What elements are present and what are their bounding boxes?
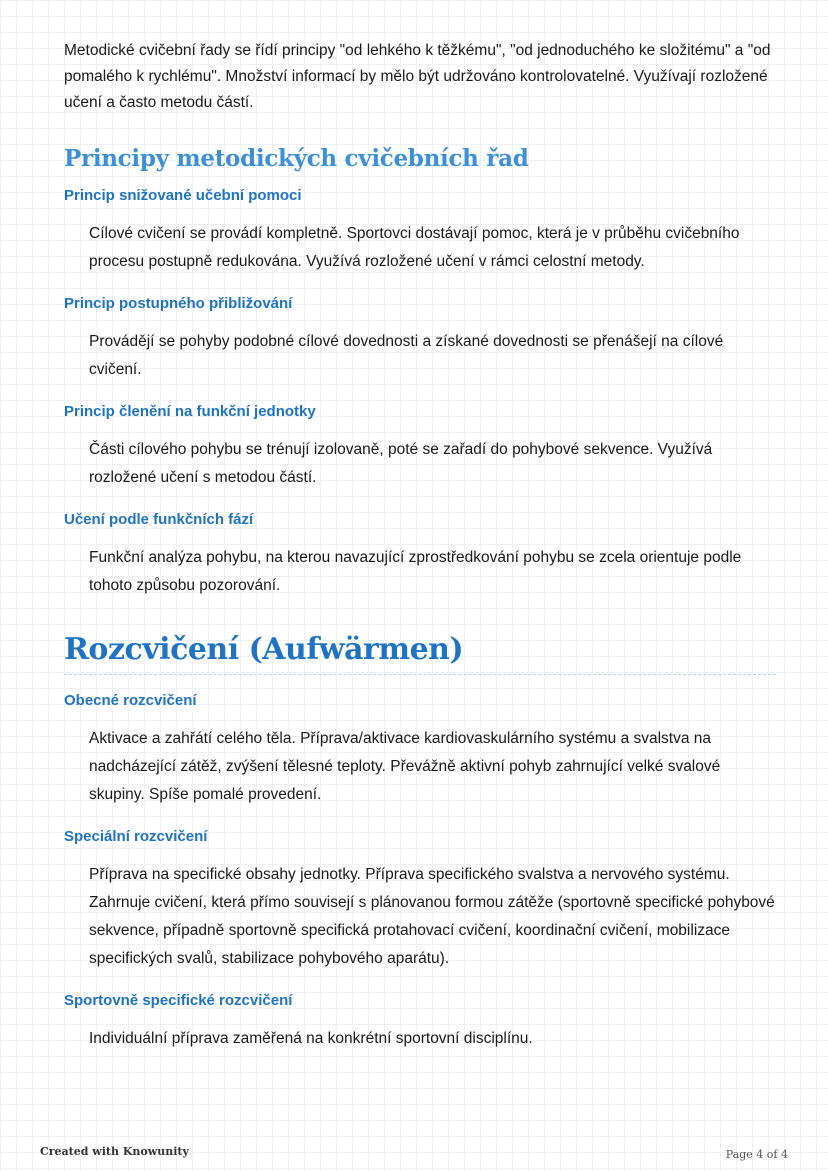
document-page [64, 38, 776, 1053]
principle-text: Cílové cvičení se provádí kompletně. Sportovci dostávají pomoc, která je v průběhu cvičebního procesu postupně redukována. Využívá rozložené učení v rámci celostní metody. [89, 225, 740, 270]
principle-title: Princip postupného přibližování [64, 295, 293, 312]
principle-section [64, 294, 776, 384]
footer-credit: Created with Knowunity [40, 1145, 189, 1158]
principle-section [64, 186, 776, 276]
principle-text: Provádějí se pohyby podobné cílové dovednosti a získané dovednosti se přenášejí na cílové cvičení. [89, 333, 724, 378]
warmup-section [64, 991, 776, 1053]
principles-heading: Principy metodických cvičebních řad [64, 145, 529, 172]
principle-title: Princip snižované učební pomoci [64, 187, 302, 204]
warmup-section [64, 691, 776, 809]
principle-section [64, 402, 776, 492]
warmup-title: Obecné rozcvičení [64, 692, 197, 709]
warmup-section [64, 827, 776, 973]
principle-title: Princip členění na funkční jednotky [64, 403, 316, 420]
warmup-title: Sportovně specifické rozcvičení [64, 992, 293, 1009]
principle-section [64, 510, 776, 600]
warmup-title: Speciální rozcvičení [64, 828, 208, 845]
warmup-heading: Rozcvičení (Aufwärmen) [64, 630, 776, 675]
principle-text: Funkční analýza pohybu, na kterou navazující zprostředkování pohybu se zcela orientuje podle tohoto způsobu pozorování. [89, 549, 742, 594]
intro-paragraph: Metodické cvičební řady se řídí principy "od lehkého k těžkému", "od jednoduchého ke složitému" a "od pomalého k rychlému". Množství informací by mělo být udržováno kontrolovatelné. Využívají rozložené učení a často metodu částí. [64, 42, 771, 111]
warmup-text: Individuální příprava zaměřená na konkrétní sportovní disciplínu. [89, 1030, 533, 1047]
warmup-text: Aktivace a zahřátí celého těla. Příprava/aktivace kardiovaskulárního systému a svalstva na nadcházející zátěž, zvýšení tělesné teploty. Převážně aktivní pohyb zahrnující velké svalové skupiny. Spíše pomalé provedení. [89, 730, 721, 803]
warmup-text: Příprava na specifické obsahy jednotky. Příprava specifického svalstva a nervového systému. Zahrnuje cvičení, která přímo souvisejí s plánovanou formou zátěže (sportovně specifické pohybové sekvence, případně sportovně specifická protahovací cvičení, koordinační cvičení, mobilizace specifických svalů, stabilizace pohybového aparátu). [89, 866, 775, 967]
page-number: Page 4 of 4 [725, 1148, 788, 1161]
principle-title: Učení podle funkčních fází [64, 511, 254, 528]
principle-text: Části cílového pohybu se trénují izolovaně, poté se zařadí do pohybové sekvence. Využívá rozložené učení s metodou částí. [89, 441, 713, 486]
